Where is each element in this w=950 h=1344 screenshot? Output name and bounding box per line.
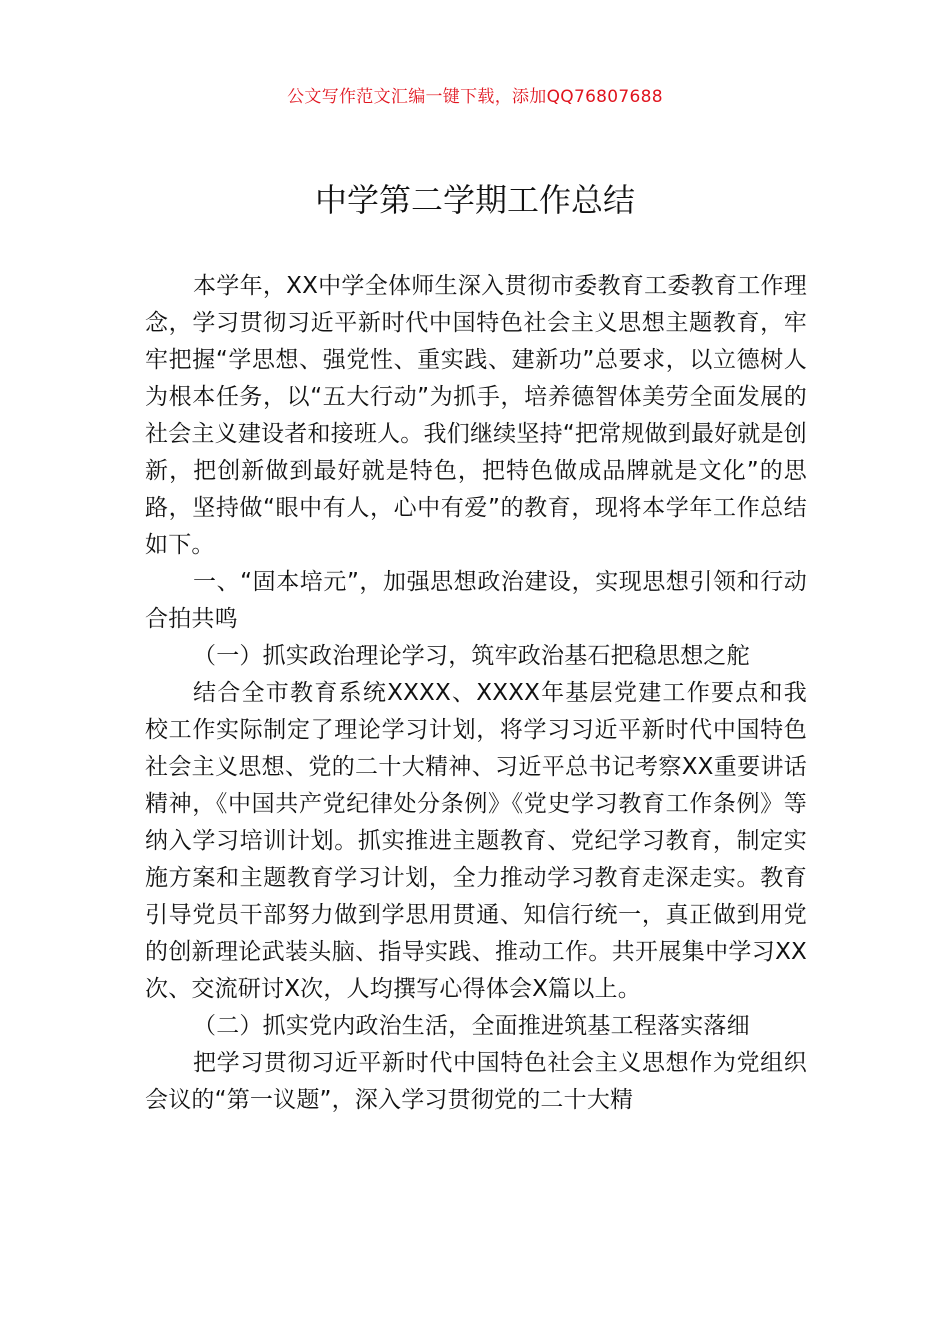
header-download-note: 公文写作范文汇编一键下载，添加QQ76807688 bbox=[287, 87, 663, 107]
paragraph-intro: 本学年，XX中学全体师生深入贯彻市委教育工委教育工作理念，学习贯彻习近平新时代中国特色社会主义思想主题教育，牢牢把握“学思想、强党性、重实践、建新功”总要求，以立德树人为根本任务，以“五大行动”为抓手，培养德智体美劳全面发展的社会主义建设者和接班人。我们继续坚持“把常规做到最好就是创新，把创新做到最好就是特色，把特色做成品牌就是文化”的思路，坚持做“眼中有人，心中有爱”的教育，现将本学年工作总结如下。 bbox=[145, 273, 807, 558]
page-title: 中学第二学期工作总结 bbox=[314, 181, 635, 219]
subsection-heading-2: （二）抓实党内政治生活，全面推进筑基工程落实落细 bbox=[193, 1013, 750, 1039]
section-heading-1: 一、“固本培元”，加强思想政治建设，实现思想引领和行动合拍共鸣 bbox=[145, 569, 807, 632]
subsection-heading-1: （一）抓实政治理论学习，筑牢政治基石把稳思想之舵 bbox=[193, 643, 750, 669]
paragraph-theory-study: 结合全市教育系统XXXX、XXXX年基层党建工作要点和我校工作实际制定了理论学习计划，将学习习近平新时代中国特色社会主义思想、党的二十大精神、习近平总书记考察XX重要讲话精神，《中国共产党纪律处分条例》《党史学习教育工作条例》等纳入学习培训计划。抓实推进主题教育、党纪学习教育，制定实施方案和主题教育学习计划，全力推动学习教育走深走实。教育引导党员干部努力做到学思用贯通、知信行统一，真正做到用党的创新理论武装头脑、指导实践、推动工作。共开展集中学习XX次、交流研讨X次，人均撰写心得体会X篇以上。 bbox=[145, 680, 807, 1002]
paragraph-party-life: 把学习贯彻习近平新时代中国特色社会主义思想作为党组织会议的“第一议题”，深入学习贯彻党的二十大精 bbox=[145, 1050, 807, 1113]
document-body bbox=[145, 268, 807, 1119]
